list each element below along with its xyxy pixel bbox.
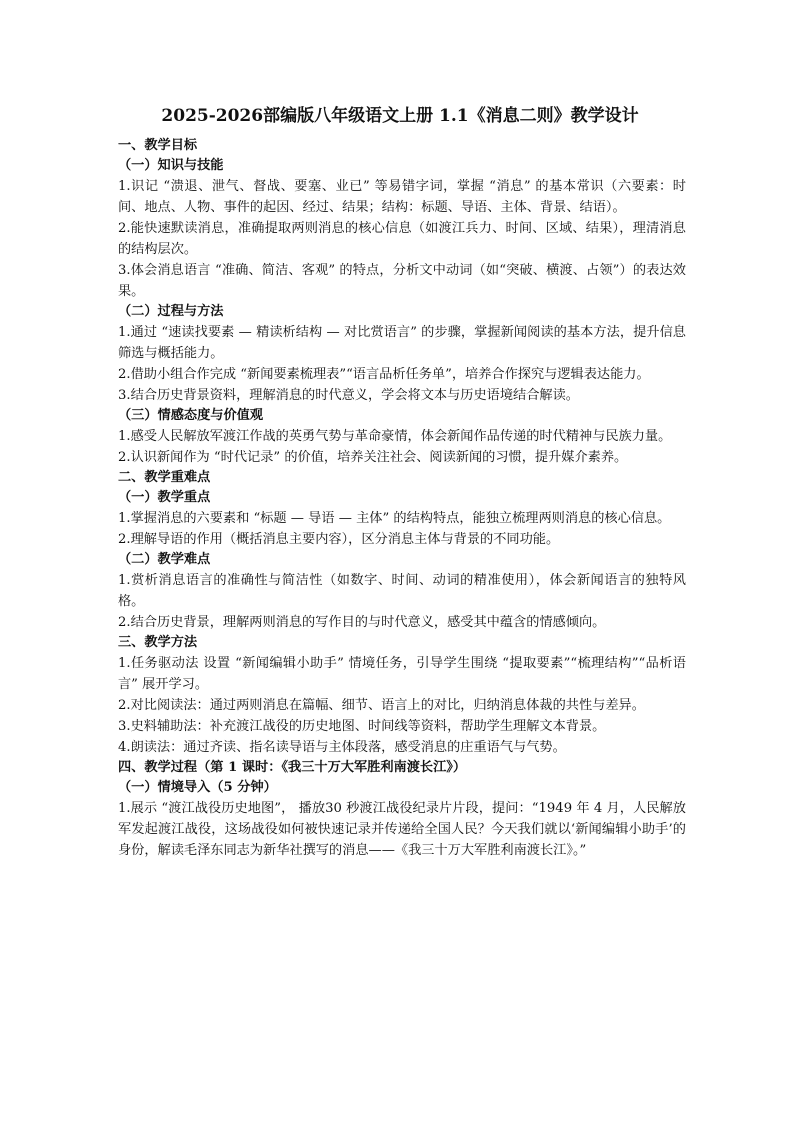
document-title: 2025-2026部编版八年级语文上册 1.1《消息二则》教学设计 xyxy=(161,106,639,126)
subsection-heading: （二）教学难点 xyxy=(118,552,211,567)
paragraph: 2.结合历史背景，理解两则消息的写作目的与时代意义，感受其中蕴含的情感倾向。 xyxy=(118,615,606,630)
paragraph: 2.理解导语的作用（概括消息主要内容），区分消息主体与背景的不同功能。 xyxy=(118,532,560,547)
paragraph: 1.任务驱动法 设置 “新闻编辑小助手” 情境任务，引导学生围绕 “提取要素”“梳理结构”“品析语言” 展开学习。 xyxy=(118,656,686,692)
paragraph: 1.赏析消息语言的准确性与简洁性（如数字、时间、动词的精准使用），体会新闻语言的独特风格。 xyxy=(118,573,686,609)
paragraph: 3.体会消息语言 “准确、简洁、客观” 的特点，分析文中动词（如“突破、横渡、占领”）的表达效果。 xyxy=(118,263,686,299)
subsection-heading: （一）教学重点 xyxy=(118,490,211,505)
paragraph: 1.感受人民解放军渡江作战的英勇气势与革命豪情，体会新闻作品传递的时代精神与民族力量。 xyxy=(118,429,672,444)
paragraph: 1.识记 “溃退、泄气、督战、要塞、业已” 等易错字词，掌握 “消息” 的基本常识（六要素：时间、地点、人物、事件的起因、经过、结果；结构：标题、导语、主体、背景、结语）。 xyxy=(118,179,686,215)
paragraph: 2.认识新闻作为 “时代记录” 的价值，培养关注社会、阅读新闻的习惯，提升媒介素养。 xyxy=(118,450,628,465)
section-heading: 三、教学方法 xyxy=(118,635,198,650)
section-heading: 四、教学过程（第 1 课时：《我三十万大军胜利南渡长江》） xyxy=(118,760,467,775)
paragraph: 1.通过 “速读找要素 — 精读析结构 — 对比赏语言” 的步骤，掌握新闻阅读的基本方法，提升信息筛选与概括能力。 xyxy=(118,325,686,361)
section-heading: 一、教学目标 xyxy=(118,138,198,153)
paragraph: 2.能快速默读消息，准确提取两则消息的核心信息（如渡江兵力、时间、区域、结果），理清消息的结构层次。 xyxy=(118,221,686,257)
section-heading: 二、教学重难点 xyxy=(118,470,211,485)
subsection-heading: （一）情境导入（5 分钟） xyxy=(118,780,277,795)
paragraph: 4.朗读法：通过齐读、指名读导语与主体段落，感受消息的庄重语气与气势。 xyxy=(118,740,566,755)
subsection-heading: （一）知识与技能 xyxy=(118,158,224,173)
paragraph: 1.展示 “渡江战役历史地图”， 播放30 秒渡江战役纪录片片段，提问：“1949 年 4 月，人民解放军发起渡江战役，这场战役如何被快速记录并传递给全国人民？今天我们就以‘新闻编辑小助手’的身份，解读毛泽东同志为新华社撰写的消息——《我三十万大军胜利南渡长江》。” xyxy=(118,801,686,858)
document-page xyxy=(118,104,686,861)
paragraph: 2.对比阅读法：通过两则消息在篇幅、细节、语言上的对比，归纳消息体裁的共性与差异。 xyxy=(118,698,645,713)
document-body xyxy=(118,136,686,861)
paragraph: 2.借助小组合作完成 “新闻要素梳理表”“语言品析任务单”，培养合作探究与逻辑表达能力。 xyxy=(118,367,650,382)
paragraph: 3.结合历史背景资料，理解消息的时代意义，学会将文本与历史语境结合解读。 xyxy=(118,388,579,403)
subsection-heading: （三）情感态度与价值观 xyxy=(118,408,264,423)
paragraph: 3.史料辅助法：补充渡江战役的历史地图、时间线等资料，帮助学生理解文本背景。 xyxy=(118,719,606,734)
paragraph: 1.掌握消息的六要素和 “标题 — 导语 — 主体” 的结构特点，能独立梳理两则消息的核心信息。 xyxy=(118,511,671,526)
subsection-heading: （二）过程与方法 xyxy=(118,304,224,319)
